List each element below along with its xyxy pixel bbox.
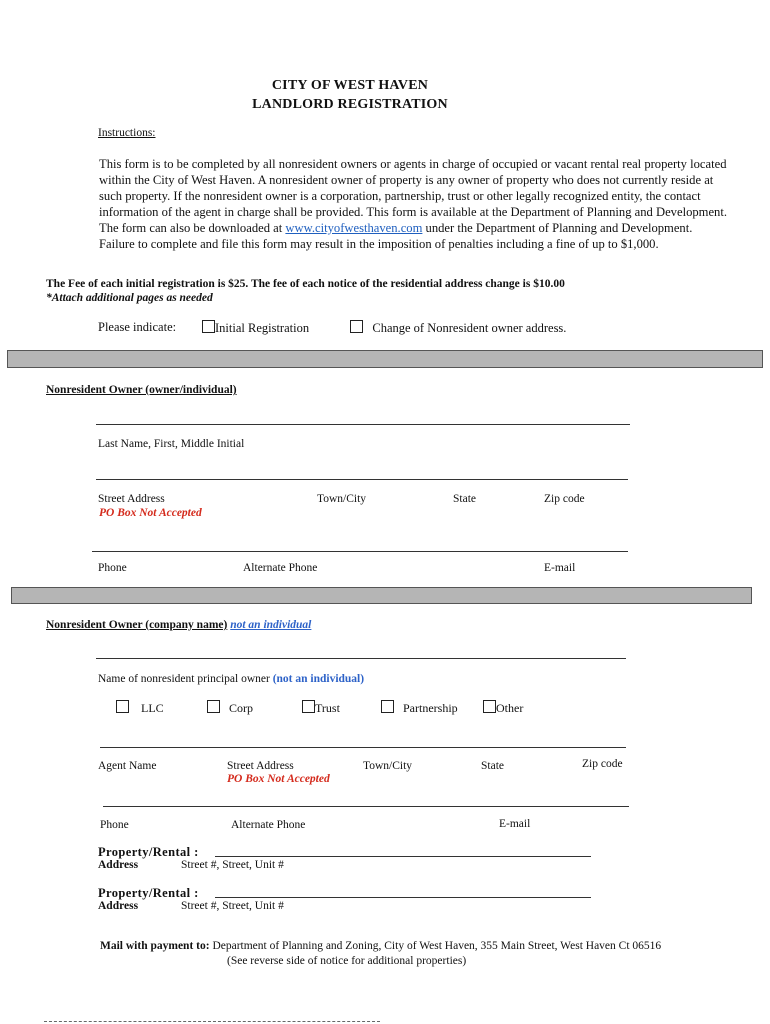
principal-owner-line[interactable] bbox=[96, 658, 626, 659]
individual-zip-label: Zip code bbox=[544, 493, 585, 505]
property-rental-1 bbox=[98, 845, 199, 860]
property-rental-1-line[interactable] bbox=[215, 856, 591, 857]
property-rental-1-label: Property/Rental : bbox=[98, 845, 199, 859]
property-1-address-label: Address bbox=[98, 859, 139, 871]
property-rental-2 bbox=[98, 886, 199, 901]
llc-checkbox[interactable] bbox=[116, 700, 129, 713]
company-phone-line[interactable] bbox=[103, 806, 629, 807]
individual-address-line[interactable] bbox=[96, 479, 628, 480]
type-option-trust[interactable] bbox=[302, 700, 340, 716]
section-divider-bar bbox=[7, 350, 763, 368]
corp-checkbox[interactable] bbox=[207, 700, 220, 713]
principal-owner-note: (not an individual) bbox=[272, 673, 365, 685]
company-section-heading: Nonresident Owner (company name) not an individual bbox=[46, 619, 312, 631]
principal-owner-label: Name of nonresident principal owner (not an individual) bbox=[98, 673, 365, 685]
partnership-label: Partnership bbox=[403, 701, 458, 715]
individual-phone-line[interactable] bbox=[92, 551, 628, 552]
property-2-address-label: Address bbox=[98, 900, 139, 912]
mailing-note: (See reverse side of notice for additional properties) bbox=[227, 955, 467, 967]
company-alt-phone-label: Alternate Phone bbox=[231, 819, 306, 831]
other-checkbox[interactable] bbox=[483, 700, 496, 713]
trust-checkbox[interactable] bbox=[302, 700, 315, 713]
mailing-address: Department of Planning and Zoning, City of West Haven, 355 Main Street, West Haven Ct 06516 bbox=[212, 940, 662, 952]
property-2-hint: Street #, Street, Unit # bbox=[181, 900, 284, 912]
property-1-hint: Street #, Street, Unit # bbox=[181, 859, 284, 871]
company-phone-label: Phone bbox=[100, 819, 129, 831]
type-option-corp[interactable] bbox=[207, 700, 253, 716]
type-option-other[interactable] bbox=[483, 700, 523, 716]
individual-section-heading: Nonresident Owner (owner/individual) bbox=[46, 384, 237, 396]
please-indicate-label: Please indicate: bbox=[98, 320, 177, 334]
company-email-label: E-mail bbox=[499, 818, 531, 830]
company-town-label: Town/City bbox=[363, 760, 413, 772]
individual-state-label: State bbox=[453, 493, 476, 505]
form-title: CITY OF WEST HAVEN bbox=[271, 78, 429, 93]
company-heading-note: not an individual bbox=[230, 619, 312, 631]
change-address-label: Change of Nonresident owner address. bbox=[372, 321, 567, 335]
website-link[interactable]: www.cityofwesthaven.com bbox=[285, 221, 423, 235]
mailing-label: Mail with payment to: bbox=[100, 940, 210, 952]
type-option-llc[interactable] bbox=[116, 700, 164, 716]
initial-registration-option[interactable] bbox=[202, 320, 309, 336]
trust-label: Trust bbox=[315, 701, 340, 715]
company-street-label: Street Address bbox=[227, 760, 294, 772]
change-address-checkbox[interactable] bbox=[350, 320, 363, 333]
mailing-line bbox=[100, 940, 661, 952]
individual-po-note: PO Box Not Accepted bbox=[99, 507, 202, 519]
agent-line[interactable] bbox=[100, 747, 626, 748]
attach-note: *Attach additional pages as needed bbox=[46, 292, 213, 304]
agent-name-label: Agent Name bbox=[98, 760, 157, 772]
company-po-note: PO Box Not Accepted bbox=[227, 773, 330, 785]
property-rental-2-line[interactable] bbox=[215, 897, 591, 898]
fee-notice: The Fee of each initial registration is $25. The fee of each notice of the residential address change is $10.00 bbox=[46, 278, 565, 290]
individual-name-label: Last Name, First, Middle Initial bbox=[98, 438, 245, 450]
llc-label: LLC bbox=[141, 701, 164, 715]
individual-name-line[interactable] bbox=[96, 424, 630, 425]
individual-alt-phone-label: Alternate Phone bbox=[243, 562, 318, 574]
instructions-text: This form is to be completed by all nonresident owners or agents in charge of occupied or vacant rental real property located within the City of West Haven. A nonresident owner of property is any owner of property who does not currently reside at such property. If the nonresident owner is a corporation, partnership, trust or other legally recognized entity, the contact information of the agent in charge shall be provided. This form is available at the Department of Planning and Development. The form can also be downloaded at www.cityofwesthaven.com under the Department of Planning and Development. Failure to complete and file this form may result in the imposition of penalties including a fine of up to $1,000. bbox=[99, 157, 727, 251]
section-divider-bar-2 bbox=[11, 587, 752, 604]
individual-email-label: E-mail bbox=[544, 562, 576, 574]
change-address-option[interactable] bbox=[350, 320, 566, 336]
individual-town-label: Town/City bbox=[317, 493, 367, 505]
company-state-label: State bbox=[481, 760, 504, 772]
individual-street-label: Street Address bbox=[98, 493, 165, 505]
property-rental-2-label: Property/Rental : bbox=[98, 886, 199, 900]
initial-registration-checkbox[interactable] bbox=[202, 320, 215, 333]
footer-rule bbox=[44, 1021, 380, 1022]
initial-registration-label: Initial Registration bbox=[215, 321, 310, 335]
form-subtitle: LANDLORD REGISTRATION bbox=[252, 97, 448, 112]
other-label: Other bbox=[496, 701, 524, 715]
type-option-partnership[interactable] bbox=[381, 700, 458, 716]
instructions-label: Instructions: bbox=[98, 127, 156, 139]
corp-label: Corp bbox=[229, 701, 253, 715]
individual-phone-label: Phone bbox=[98, 562, 127, 574]
company-zip-label: Zip code bbox=[582, 758, 623, 770]
partnership-checkbox[interactable] bbox=[381, 700, 394, 713]
